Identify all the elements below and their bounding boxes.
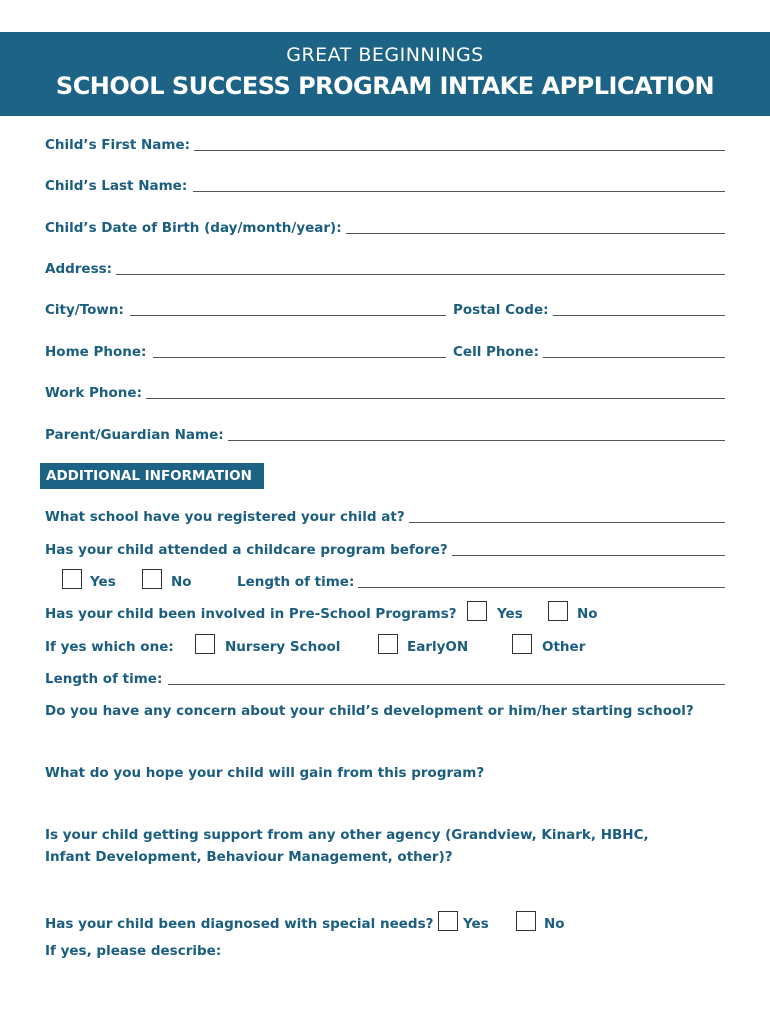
earlyon-label: EarlyON <box>407 637 472 657</box>
special-needs-no-label: No <box>544 914 569 934</box>
form-title: SCHOOL SUCCESS PROGRAM INTAKE APPLICATION <box>55 72 715 100</box>
last-name-field[interactable] <box>193 191 725 192</box>
preschool-row <box>45 604 725 624</box>
guardian-name-field[interactable] <box>225 440 725 441</box>
preschool-no-label: No <box>577 604 602 624</box>
childcare-no-checkbox[interactable] <box>142 569 162 589</box>
phone-row <box>45 342 725 362</box>
organization-name: GREAT BEGINNINGS <box>286 44 484 66</box>
school-question: What school have you registered your child at? <box>45 507 409 527</box>
special-needs-describe-label: If yes, please describe: <box>45 943 222 959</box>
dob-row <box>45 218 725 238</box>
address-label: Address: <box>45 259 116 279</box>
address-row <box>45 259 725 279</box>
cell-phone-label: Cell Phone: <box>453 342 543 362</box>
postal-code-label: Postal Code: <box>453 300 553 320</box>
special-needs-no-checkbox[interactable] <box>516 911 536 931</box>
school-row <box>45 507 725 527</box>
other-program-label: Other <box>542 637 589 657</box>
development-concern-question: Do you have any concern about your child’s development or him/her starting school? <box>45 703 694 719</box>
special-needs-row <box>45 914 725 934</box>
postal-code-field[interactable] <box>548 315 725 316</box>
form-header <box>0 32 770 116</box>
program-type-row <box>45 637 725 657</box>
cell-phone-field[interactable] <box>539 357 725 358</box>
home-phone-label: Home Phone: <box>45 342 150 362</box>
agency-support-question-line2: Infant Development, Behaviour Management, other)? <box>45 849 453 865</box>
school-field[interactable] <box>400 522 725 523</box>
dob-label: Child’s Date of Birth (day/month/year): <box>45 218 346 238</box>
first-name-field[interactable] <box>193 150 725 151</box>
guardian-name-label: Parent/Guardian Name: <box>45 425 228 445</box>
nursery-school-label: Nursery School <box>225 637 344 657</box>
first-name-label: Child’s First Name: <box>45 135 194 155</box>
childcare-length-field[interactable] <box>358 587 725 588</box>
agency-support-question-line1: Is your child getting support from any other agency (Grandview, Kinark, HBHC, <box>45 827 649 843</box>
program-type-label: If yes which one: <box>45 637 178 657</box>
nursery-school-checkbox[interactable] <box>195 634 215 654</box>
preschool-question: Has your child been involved in Pre-School Programs? <box>45 604 461 624</box>
childcare-yes-checkbox[interactable] <box>62 569 82 589</box>
city-postal-row <box>45 300 725 320</box>
childcare-question: Has your child attended a childcare program before? <box>45 540 452 560</box>
work-phone-row <box>45 383 725 403</box>
special-needs-yes-label: Yes <box>463 914 493 934</box>
program-goals-question: What do you hope your child will gain from this program? <box>45 765 485 781</box>
dob-field[interactable] <box>342 233 725 234</box>
address-field[interactable] <box>115 274 725 275</box>
childcare-field[interactable] <box>447 555 725 556</box>
section-heading: ADDITIONAL INFORMATION <box>40 463 264 489</box>
guardian-row <box>45 425 725 445</box>
childcare-answer-row <box>45 572 725 592</box>
first-name-row <box>45 135 725 155</box>
other-program-checkbox[interactable] <box>512 634 532 654</box>
work-phone-field[interactable] <box>143 398 725 399</box>
childcare-row <box>45 540 725 560</box>
special-needs-question: Has your child been diagnosed with special needs? <box>45 914 437 934</box>
preschool-yes-label: Yes <box>497 604 527 624</box>
childcare-no-label: No <box>171 572 196 592</box>
program-length-field[interactable] <box>168 684 725 685</box>
last-name-row <box>45 176 725 196</box>
home-phone-field[interactable] <box>153 357 446 358</box>
childcare-yes-label: Yes <box>90 572 120 592</box>
program-length-row <box>45 669 725 689</box>
city-field[interactable] <box>130 315 446 316</box>
preschool-yes-checkbox[interactable] <box>467 601 487 621</box>
last-name-label: Child’s Last Name: <box>45 176 191 196</box>
special-needs-yes-checkbox[interactable] <box>438 911 458 931</box>
program-length-label: Length of time: <box>45 669 166 689</box>
city-label: City/Town: <box>45 300 128 320</box>
preschool-no-checkbox[interactable] <box>548 601 568 621</box>
earlyon-checkbox[interactable] <box>378 634 398 654</box>
work-phone-label: Work Phone: <box>45 383 146 403</box>
childcare-length-label: Length of time: <box>237 572 358 592</box>
